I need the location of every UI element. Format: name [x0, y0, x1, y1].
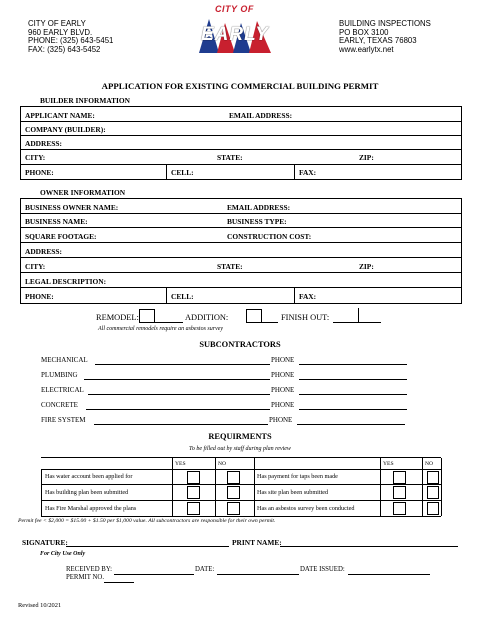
builder-fax-field[interactable]: FAX:	[299, 168, 317, 177]
yes-checkbox[interactable]	[187, 502, 200, 515]
subcontractor-row	[41, 401, 78, 409]
date-issued-line[interactable]	[348, 574, 430, 575]
requirement-item: Has Fire Marshal approved the plans	[45, 505, 137, 512]
subcontractor-phone-line[interactable]	[299, 394, 407, 395]
owner-state-field[interactable]: STATE:	[217, 262, 243, 271]
permit-no-label: PERMIT NO.	[66, 574, 105, 581]
builder-section-label: BUILDER INFORMATION	[40, 96, 130, 105]
date-line[interactable]	[217, 574, 299, 575]
square-footage-field[interactable]: SQUARE FOOTAGE:	[25, 232, 97, 241]
builder-zip-field[interactable]: ZIP:	[359, 153, 374, 162]
requirements-title: REQUIRMENTS	[208, 432, 272, 441]
subcontractor-row	[41, 386, 84, 394]
subcontractor-phone-label: PHONE	[271, 386, 295, 394]
subcontractor-row	[41, 416, 86, 424]
company-builder-field[interactable]: COMPANY (BUILDER):	[25, 125, 106, 134]
owner-address-field[interactable]: ADDRESS:	[25, 247, 62, 256]
requirement-item: Has water account been applied for	[45, 473, 133, 480]
yes-header-right: YES	[383, 461, 394, 467]
owner-fax-field[interactable]: FAX:	[299, 292, 317, 301]
subcontractor-name-line[interactable]	[88, 394, 270, 395]
finish-out-label: FINISH OUT:	[281, 313, 330, 322]
subcontractor-phone-label: PHONE	[271, 371, 295, 379]
requirement-item: Has building plan been submitted	[45, 489, 129, 496]
date-issued-label: DATE ISSUED:	[300, 566, 345, 573]
no-checkbox[interactable]	[227, 486, 240, 499]
revised-date: Revised 10/2021	[18, 602, 62, 609]
requirement-item: Has payment for taps been made	[257, 473, 338, 480]
builder-email-field[interactable]: EMAIL ADDRESS:	[229, 111, 293, 120]
finish-out-line[interactable]	[333, 322, 381, 323]
owner-section-label: OWNER INFORMATION	[40, 188, 126, 197]
subcontractor-phone-label: PHONE	[269, 416, 293, 424]
owner-cell-field[interactable]: CELL:	[171, 292, 194, 301]
requirements-note: To be filled out by staff during plan review	[189, 446, 291, 452]
no-checkbox[interactable]	[427, 471, 439, 484]
business-name-field[interactable]: BUSINESS NAME:	[25, 217, 88, 226]
print-name-line[interactable]	[280, 546, 458, 547]
applicant-name-field[interactable]: APPLICANT NAME:	[25, 111, 95, 120]
owner-phone-field[interactable]: PHONE:	[25, 292, 54, 301]
header-right-line: BUILDING INSPECTIONS	[339, 19, 431, 28]
yes-header-left: YES	[175, 461, 186, 467]
permit-fee-note: Permit fee < $2,000 = $15.00 + $1.50 per $1,000 value. All subcontractors are responsible for their own permit.	[18, 518, 276, 524]
subcontractor-name-line[interactable]	[86, 409, 270, 410]
subcontractor-trade: ELECTRICAL	[41, 386, 84, 394]
requirement-item: Has site plan been submitted	[257, 489, 329, 496]
asbestos-note: All commercial remodels require an asbestos survey	[98, 326, 224, 332]
remodel-line	[155, 322, 183, 323]
no-header-left: NO	[218, 461, 227, 467]
construction-cost-field[interactable]: CONSTRUCTION COST:	[227, 232, 312, 241]
subcontractor-trade: PLUMBING	[41, 371, 78, 379]
date-label: DATE:	[195, 566, 215, 573]
no-checkbox[interactable]	[427, 502, 439, 515]
city-use-label: For City Use Only	[40, 551, 86, 557]
yes-checkbox[interactable]	[393, 502, 406, 515]
subcontractor-name-line[interactable]	[94, 424, 268, 425]
header-left-line: CITY OF EARLY	[28, 19, 86, 28]
addition-checkbox[interactable]	[246, 309, 262, 323]
print-name-label: PRINT NAME:	[232, 538, 282, 547]
legal-description-field[interactable]: LEGAL DESCRIPTION:	[25, 277, 107, 286]
no-header-right: NO	[425, 461, 434, 467]
logo-city-of-text: CITY OF	[215, 4, 254, 14]
subcontractor-row	[41, 371, 78, 379]
subcontractor-row	[41, 356, 88, 364]
subcontractor-trade: CONCRETE	[41, 401, 78, 409]
requirement-item: Has an asbestos survey been conducted	[257, 505, 355, 512]
no-checkbox[interactable]	[427, 486, 439, 499]
builder-address-field[interactable]: ADDRESS:	[25, 139, 62, 148]
page-title: APPLICATION FOR EXISTING COMMERCIAL BUILDING PERMIT	[101, 81, 379, 91]
finish-out-tick	[358, 308, 360, 322]
owner-info-table	[20, 198, 462, 304]
signature-line[interactable]	[66, 546, 229, 547]
yes-checkbox[interactable]	[393, 486, 406, 499]
subcontractor-phone-line[interactable]	[299, 409, 407, 410]
subcontractor-trade: MECHANICAL	[41, 356, 88, 364]
no-checkbox[interactable]	[227, 471, 240, 484]
header-left-line: FAX: (325) 643-5452	[28, 44, 101, 54]
addition-label: ADDITION:	[185, 313, 229, 322]
building-inspections-block	[339, 20, 431, 54]
permit-no-line[interactable]	[104, 582, 134, 583]
received-by-label: RECEIVED BY:	[66, 566, 113, 573]
yes-checkbox[interactable]	[393, 471, 406, 484]
no-checkbox[interactable]	[227, 502, 240, 515]
subcontractor-phone-line[interactable]	[299, 364, 407, 365]
subcontractor-phone-label: PHONE	[271, 356, 295, 364]
business-type-field[interactable]: BUSINESS TYPE:	[227, 217, 287, 226]
requirements-table	[41, 457, 441, 517]
received-by-line[interactable]	[114, 574, 194, 575]
builder-phone-field[interactable]: PHONE:	[25, 168, 54, 177]
logo-early-text: EARLY	[201, 24, 269, 45]
owner-email-field[interactable]: EMAIL ADDRESS:	[227, 203, 291, 212]
owner-city-field[interactable]: CITY:	[25, 262, 46, 271]
city-of-early-logo	[195, 4, 275, 60]
remodel-checkbox[interactable]	[139, 309, 155, 323]
builder-city-field[interactable]: CITY:	[25, 153, 46, 162]
yes-checkbox[interactable]	[187, 486, 200, 499]
subcontractor-phone-line[interactable]	[299, 379, 407, 380]
builder-state-field[interactable]: STATE:	[217, 153, 243, 162]
header-right-line: www.earlytx.net	[339, 44, 394, 54]
header-right-line: EARLY, TEXAS 76803	[339, 36, 417, 46]
subcontractor-trade: FIRE SYSTEM	[41, 416, 86, 424]
subcontractor-phone-line[interactable]	[297, 424, 405, 425]
remodel-label: REMODEL:	[96, 313, 139, 322]
yes-checkbox[interactable]	[187, 471, 200, 484]
subcontractors-title: SUBCONTRACTORS	[199, 340, 281, 349]
header-right-line: PO BOX 3100	[339, 27, 389, 37]
header-left-line: PHONE: (325) 643-5451	[28, 36, 114, 46]
header-left-line: 960 EARLY BLVD.	[28, 27, 93, 37]
addition-line	[262, 322, 278, 323]
builder-info-table	[20, 106, 462, 180]
owner-name-field[interactable]: BUSINESS OWNER NAME:	[25, 203, 119, 212]
subcontractor-name-line[interactable]	[95, 364, 270, 365]
signature-label: SIGNATURE:	[22, 538, 68, 547]
owner-zip-field[interactable]: ZIP:	[359, 262, 374, 271]
city-address-block	[28, 20, 113, 54]
subcontractor-phone-label: PHONE	[271, 401, 295, 409]
subcontractor-name-line[interactable]	[84, 379, 270, 380]
builder-cell-field[interactable]: CELL:	[171, 168, 194, 177]
